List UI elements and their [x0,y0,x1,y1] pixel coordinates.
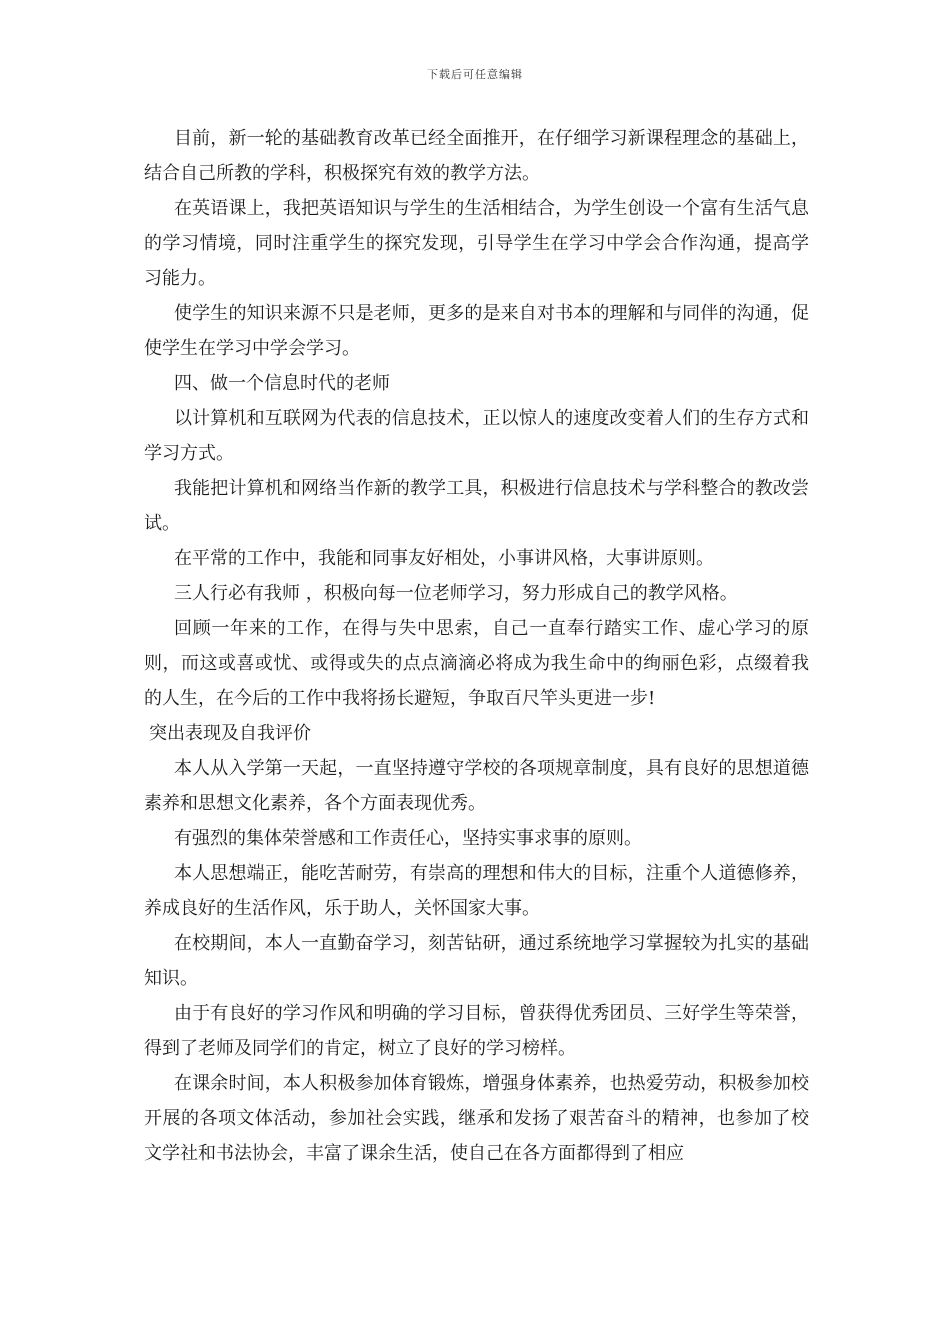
paragraph: 使学生的知识来源不只是老师，更多的是来自对书本的理解和与同伴的沟通，促使学生在学习中学会学习。 [144,303,809,359]
paragraph: 有强烈的集体荣誉感和工作责任心，坚持实事求事的原则。 [174,828,642,849]
page-header-note: 下载后可任意编辑 [427,68,523,81]
paragraph: 本人从入学第一天起，一直坚持遵守学校的各项规章制度，具有良好的思想道德素养和思想文化素养，各个方面表现优秀。 [144,758,809,814]
paragraph: 回顾一年来的工作，在得与失中思索，自己一直奉行踏实工作、虚心学习的原则，而这或喜或忧、或得或失的点点滴滴必将成为我生命中的绚丽色彩，点缀着我的人生，在今后的工作中我将扬长避短，争取百尺竿头更进一步! [144,618,809,709]
paragraph: 目前，新一轮的基础教育改革已经全面推开，在仔细学习新课程理念的基础上，结合自己所教的学科，积极探究有效的教学方法。 [144,128,809,184]
paragraph: 三人行必有我师 ，积极向每一位老师学习，努力形成自己的教学风格。 [174,583,738,604]
section-heading: 四、做一个信息时代的老师 [174,373,390,394]
section-heading: 突出表现及自我评价 [149,723,311,744]
paragraph: 以计算机和互联网为代表的信息技术，正以惊人的速度改变着人们的生存方式和学习方式。 [144,408,809,464]
paragraph: 在英语课上，我把英语知识与学生的生活相结合，为学生创设一个富有生活气息的学习情境，同时注重学生的探究发现，引导学生在学习中学会合作沟通，提高学习能力。 [144,198,809,289]
paragraph: 在平常的工作中，我能和同事友好相处，小事讲风格，大事讲原则。 [174,548,714,569]
paragraph: 由于有良好的学习作风和明确的学习目标，曾获得优秀团员、三好学生等荣誉，得到了老师及同学们的肯定，树立了良好的学习榜样。 [144,1003,809,1059]
paragraph: 在课余时间，本人积极参加体育锻炼，增强身体素养，也热爱劳动，积极参加校开展的各项文体活动，参加社会实践，继承和发扬了艰苦奋斗的精神，也参加了校文学社和书法协会，丰富了课余生活，使自己在各方面都得到了相应 [144,1073,809,1164]
paragraph: 我能把计算机和网络当作新的教学工具，积极进行信息技术与学科整合的教改尝试。 [144,478,809,534]
paragraph: 本人思想端正，能吃苦耐劳，有崇高的理想和伟大的目标，注重个人道德修养，养成良好的生活作风，乐于助人，关怀国家大事。 [144,863,809,919]
paragraph: 在校期间，本人一直勤奋学习，刻苦钻研，通过系统地学习掌握较为扎实的基础知识。 [144,933,809,989]
document-body [144,121,809,1171]
